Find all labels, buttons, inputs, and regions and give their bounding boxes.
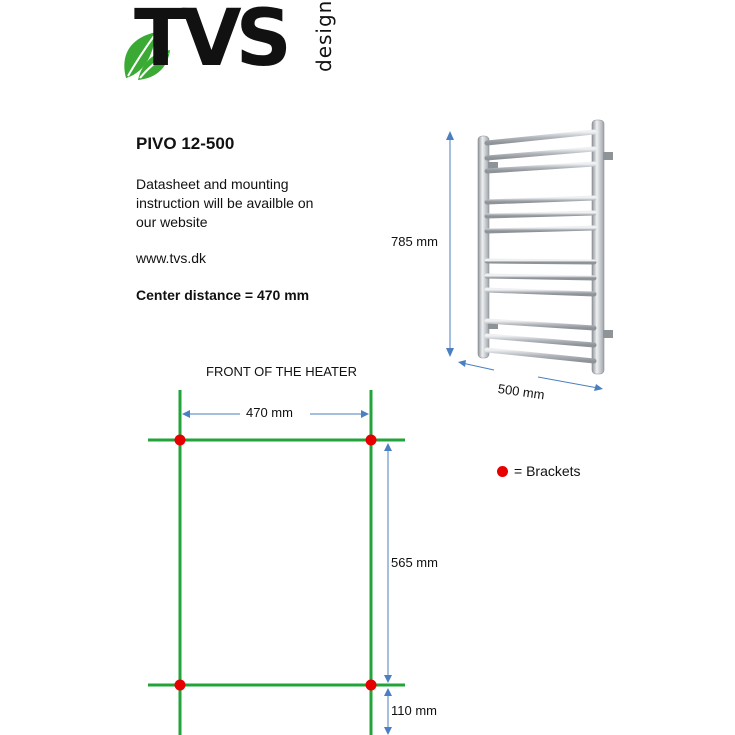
bracket-dot [366,435,377,446]
height-label: 785 mm [391,234,438,249]
info-line: Datasheet and mounting [136,176,289,192]
height-dimension-arrow [446,131,454,357]
bracket-dot [175,680,186,691]
logo-text: TVS [134,0,286,84]
width-label: 500 mm [496,381,546,403]
bottom-offset-label: 110 mm [391,703,437,718]
website-link[interactable]: www.tvs.dk [136,250,207,266]
info-line: instruction will be availble on [136,195,314,211]
product-title: PIVO 12-500 [136,134,235,153]
bracket-dot [175,435,186,446]
center-distance-label: 470 mm [246,405,293,420]
right-post [592,120,604,374]
wall-bracket [603,330,613,338]
logo-subtext: design [312,0,336,73]
legend [497,463,581,479]
wall-bracket [603,152,613,160]
bracket-dot [366,680,377,691]
info-line: our website [136,214,208,230]
mounting-diagram [148,390,405,735]
rails [487,132,594,361]
center-distance: Center distance = 470 mm [136,287,310,303]
bracket-spacing-label: 565 mm [391,555,438,570]
bracket-legend-dot-icon [497,466,508,477]
front-of-heater-label: FRONT OF THE HEATER [206,364,357,379]
legend-label: = Brackets [514,463,581,479]
